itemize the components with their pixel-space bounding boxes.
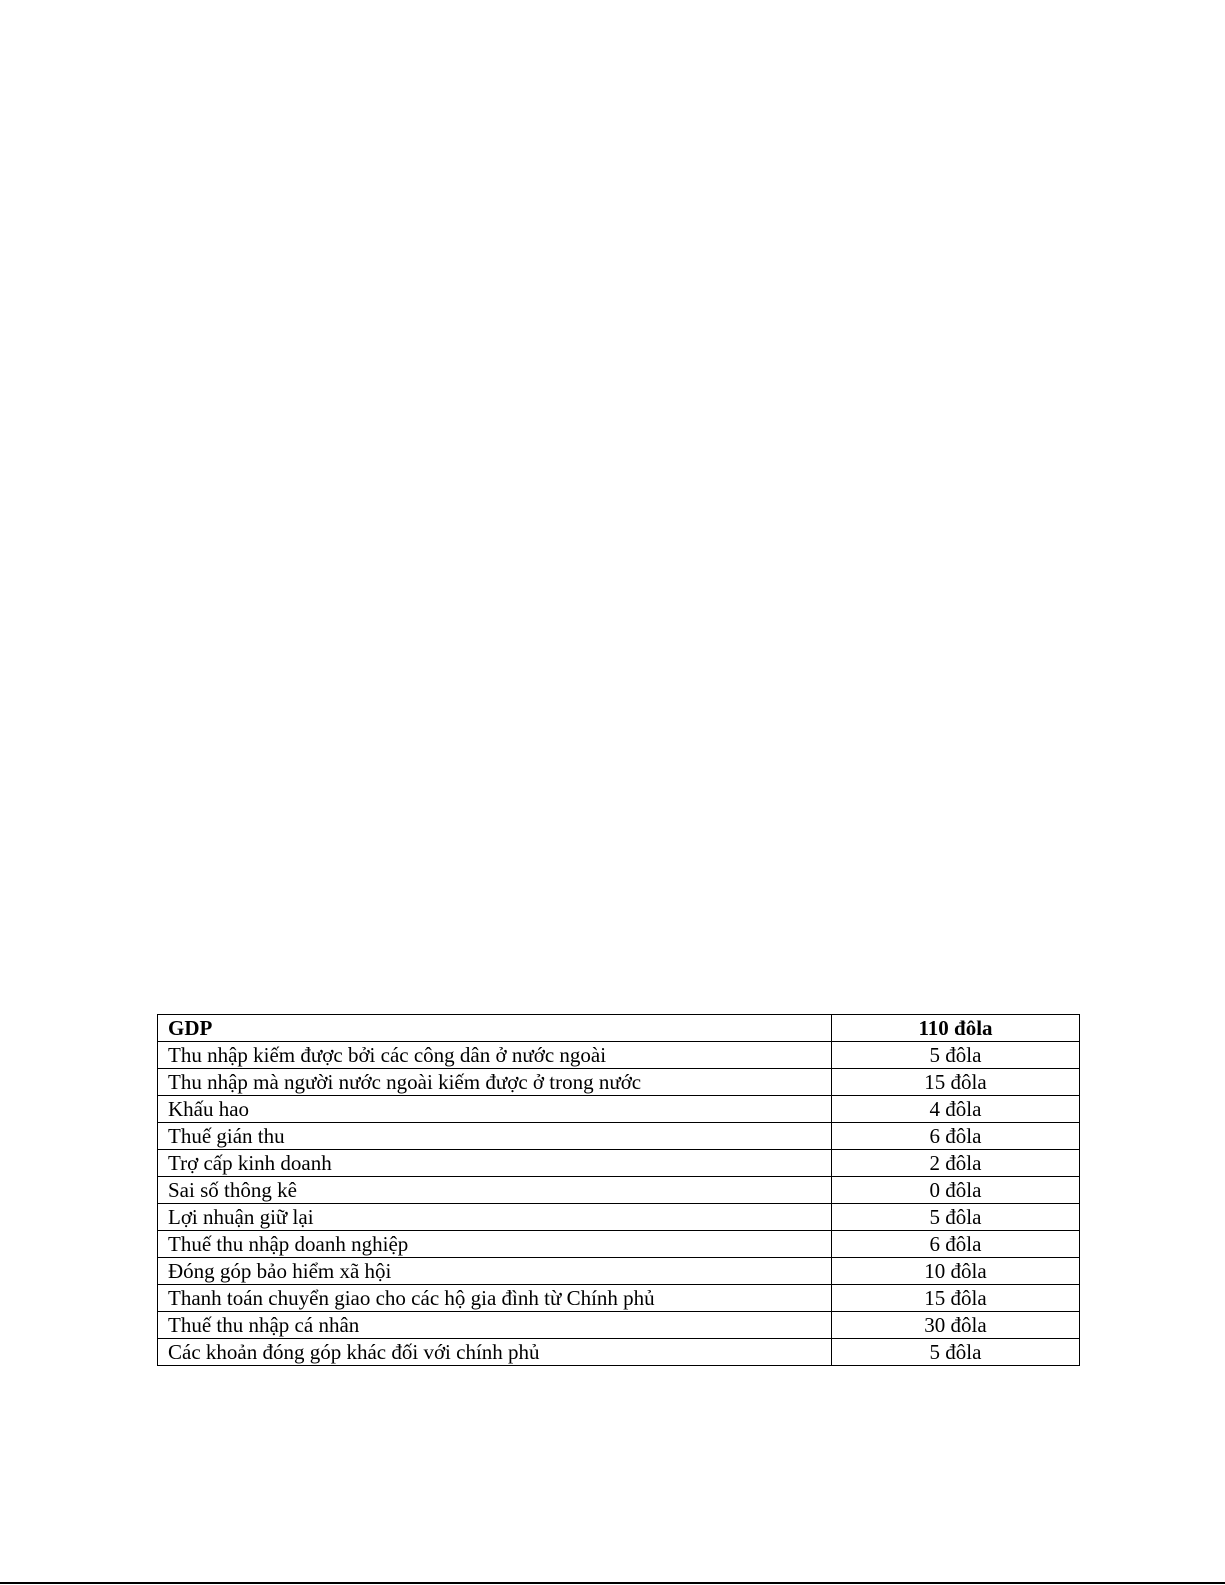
row-label: Sai số thông kê: [158, 1177, 832, 1204]
row-value: 5 đôla: [832, 1204, 1080, 1231]
row-value: 6 đôla: [832, 1231, 1080, 1258]
row-value: 10 đôla: [832, 1258, 1080, 1285]
table-row: [158, 1123, 1080, 1150]
table-row: [158, 1069, 1080, 1096]
row-value: 15 đôla: [832, 1069, 1080, 1096]
table-row: [158, 1096, 1080, 1123]
row-label: Lợi nhuận giữ lại: [158, 1204, 832, 1231]
row-value: 30 đôla: [832, 1312, 1080, 1339]
row-label: Thu nhập kiếm được bởi các công dân ở nước ngoài: [158, 1042, 832, 1069]
table-row: [158, 1177, 1080, 1204]
table-row: [158, 1339, 1080, 1366]
table-row: [158, 1312, 1080, 1339]
row-value: 6 đôla: [832, 1123, 1080, 1150]
table-header-row: [158, 1015, 1080, 1042]
row-label: Khấu hao: [158, 1096, 832, 1123]
header-label: GDP: [158, 1015, 832, 1042]
row-value: 4 đôla: [832, 1096, 1080, 1123]
row-label: Các khoản đóng góp khác đối với chính phủ: [158, 1339, 832, 1366]
gdp-table: [157, 1014, 1080, 1366]
table-row: [158, 1258, 1080, 1285]
row-value: 0 đôla: [832, 1177, 1080, 1204]
page-bottom-border: [0, 1582, 1225, 1584]
row-value: 15 đôla: [832, 1285, 1080, 1312]
row-value: 5 đôla: [832, 1339, 1080, 1366]
table-row: [158, 1231, 1080, 1258]
row-value: 5 đôla: [832, 1042, 1080, 1069]
row-label: Thuế thu nhập cá nhân: [158, 1312, 832, 1339]
row-label: Thuế thu nhập doanh nghiệp: [158, 1231, 832, 1258]
header-value: 110 đôla: [832, 1015, 1080, 1042]
table-row: [158, 1285, 1080, 1312]
row-label: Thu nhập mà người nước ngoài kiếm được ở trong nước: [158, 1069, 832, 1096]
row-label: Trợ cấp kinh doanh: [158, 1150, 832, 1177]
row-value: 2 đôla: [832, 1150, 1080, 1177]
table-row: [158, 1204, 1080, 1231]
row-label: Thuế gián thu: [158, 1123, 832, 1150]
table-row: [158, 1150, 1080, 1177]
row-label: Thanh toán chuyển giao cho các hộ gia đình từ Chính phủ: [158, 1285, 832, 1312]
table-row: [158, 1042, 1080, 1069]
row-label: Đóng góp bảo hiểm xã hội: [158, 1258, 832, 1285]
